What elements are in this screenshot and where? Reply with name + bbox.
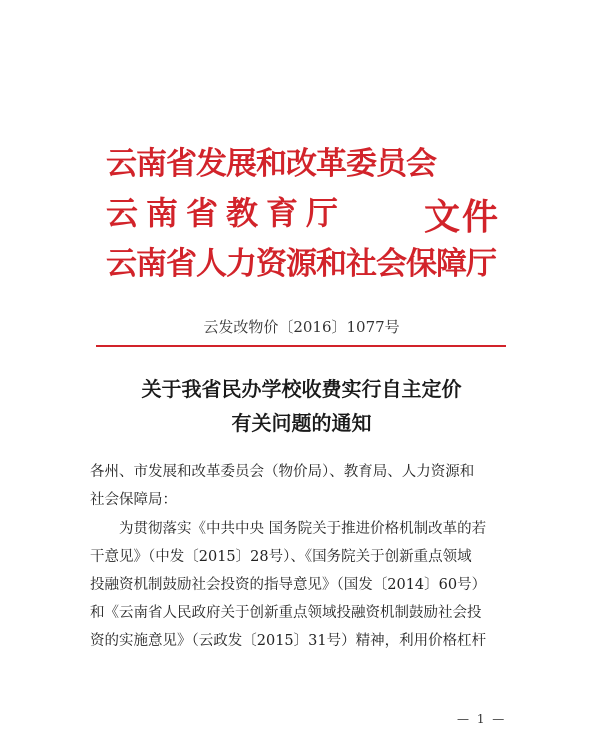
body-line: 干意见》（中发〔2015〕28号）、《国务院关于创新重点领域 (90, 549, 472, 565)
body-line: 和《云南省人民政府关于创新重点领域投融资机制鼓励社会投 (90, 605, 482, 621)
body-line: 为贯彻落实《中共中央 国务院关于推进价格机制改革的若 (90, 521, 487, 537)
body-line: 资的实施意见》（云政发〔2015〕31号）精神，利用价格杠杆 (90, 633, 487, 649)
issuer-ndrc: 云南省发展和改革委员会 (106, 146, 436, 182)
title-line-1: 关于我省民办学校收费实行自主定价 (141, 377, 462, 401)
document-number: 云发改物价〔2016〕1077号 (203, 318, 400, 336)
issuer-hrss: 云南省人力资源和社会保障厅 (106, 246, 496, 282)
red-divider (96, 345, 506, 347)
title-line-2: 有关问题的通知 (231, 411, 372, 435)
recipients-line-2: 社会保障局： (90, 492, 177, 508)
page-number: — 1 — (457, 712, 507, 726)
issuer-education: 云南省教育厅 (106, 194, 347, 232)
document-label: 文件 (424, 197, 501, 238)
body-line: 投融资机制鼓励社会投资的指导意见》（国发〔2014〕60号） (90, 577, 487, 593)
recipients-line-1: 各州、市发展和改革委员会（物价局）、教育局、人力资源和 (90, 464, 475, 480)
